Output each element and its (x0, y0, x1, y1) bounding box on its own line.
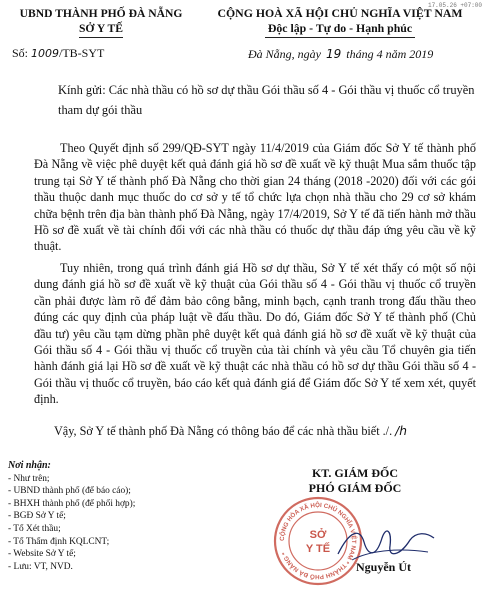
closing-sentence: Vậy, Sở Y tế thành phố Đà Nẵng có thông báo để các nhà thầu biết ./. (54, 424, 393, 438)
seal-ring-text: CỘNG HÒA XÃ HỘI CHỦ NGHĨA VIỆT NAM * THÀNH PHỐ ĐÀ NẴNG * (278, 501, 358, 581)
recipient-item: - Tổ Xét thầu; (8, 523, 61, 534)
doc-number-suffix: /TB-SYT (59, 46, 105, 60)
seal-center-top: SỞ (309, 529, 327, 541)
org-line-2: SỞ Y TẾ (78, 22, 124, 35)
document-date (248, 47, 433, 62)
signer-name: Nguyễn Út (356, 560, 412, 574)
issuing-organization (8, 6, 194, 38)
recipient-item: - BGĐ Sở Y tế; (8, 511, 66, 522)
paragraph-1: Theo Quyết định số 299/QĐ-SYT ngày 11/4/2019 của Giám đốc Sở Y tế thành phố Đà Nẵng về việc phê duyệt kết quả đánh giá hồ sơ đề xuất về kỹ thuật Mua sắm thuốc tập trung tại Sở Y tế thành phố Đà Nẵng cho thời gian 24 tháng (2018 -2020) đối với các gói thầu thuộc danh mục thuốc do cơ sở y tế tổ chức lựa chọn nhà thầu cho 29 cơ sở khám chữa bệnh trên địa bàn thành phố Đà Nẵng, ngày 17/4/2019, Sở Y tế đã tiến hành mở thầu Hồ sơ đề xuất về tài chính đối với các nhà thầu có thuốc dự thầu đáp ứng yêu cầu về kỹ thuật. (34, 141, 476, 254)
recipient-item: - Tổ Thẩm định KQLCNT; (8, 536, 110, 547)
recipients-title: Nơi nhận: (8, 460, 51, 471)
date-year: năm 2019 (385, 47, 434, 61)
org-underline (79, 37, 123, 38)
signer-title-1: KT. GIÁM ĐỐC (311, 466, 399, 480)
recipients-list (8, 460, 218, 573)
doc-number-handwritten: 1009 (31, 47, 60, 60)
doc-number-prefix: Số: (12, 46, 29, 60)
nation-line-2: Độc lập - Tự do - Hạnh phúc (267, 21, 413, 35)
org-line-1: UBND THÀNH PHỐ ĐÀ NẴNG (19, 7, 183, 20)
recipient-item: - BHXH thành phố (để phối hợp); (8, 498, 136, 509)
recipient-item: - UBND thành phố (để báo cáo); (8, 486, 131, 497)
date-month: 4 (376, 47, 383, 61)
seal-center-bottom: Y TẾ (305, 543, 331, 555)
paragraph-3 (54, 423, 474, 439)
date-month-label: tháng (346, 47, 374, 61)
date-day: 19 (326, 47, 342, 61)
nation-line-1: CỘNG HOÀ XÃ HỘI CHỦ NGHĨA VIỆT NAM (217, 6, 463, 20)
national-header (196, 6, 484, 38)
recipient-item: - Như trên; (8, 473, 50, 484)
addressee: Kính gửi: Các nhà thầu có hồ sơ dự thầu Gói thầu số 4 - Gói thầu vị thuốc cổ truyền tham dự gói thầu (58, 83, 475, 117)
recipient-item: - Website Sở Y tế; (8, 549, 76, 560)
signer-block (270, 466, 440, 496)
signer-title-2: PHÓ GIÁM ĐỐC (308, 481, 402, 495)
document-number (12, 46, 104, 61)
date-prefix: Đà Nẵng, ngày (248, 47, 321, 61)
nation-underline (265, 37, 415, 38)
paragraph-2: Tuy nhiên, trong quá trình đánh giá Hồ sơ dự thầu, Sở Y tế xét thấy có một số nội dung đánh giá hồ sơ đề xuất về kỹ thuật của Gói thầu số 4 - Gói thầu vị thuốc cổ truyền cần phải được làm rõ để đảm bảo công bằng, minh bạch, cạnh tranh trong đấu thầu theo đúng các quy định của pháp luật về đấu thầu. Do đó, Giám đốc Sở Y tế thành phố (Chủ đầu tư) yêu cầu tạm dừng phần phê duyệt kết quả đánh giá hồ sơ đề xuất về kỹ thuật của Gói thầu số 4 - Gói thầu vị thuốc cổ truyền của tài chính và yêu cầu Tổ chuyên gia tiến hành đánh giá lại Hồ sơ đề xuất về kỹ thuật các nhà thầu có hồ sơ dự thầu Gói thầu số 4 - Gói thầu vị thuốc cổ truyền, báo cáo kết quả đánh giá để Giám đốc Sở Y tế xem xét, quyết định. (34, 261, 476, 407)
recipient-item: - Lưu: VT, NVD. (8, 561, 73, 572)
initial-mark: /h (395, 424, 408, 438)
corner-timestamp: 17.05.26 +07:00 (427, 2, 482, 9)
